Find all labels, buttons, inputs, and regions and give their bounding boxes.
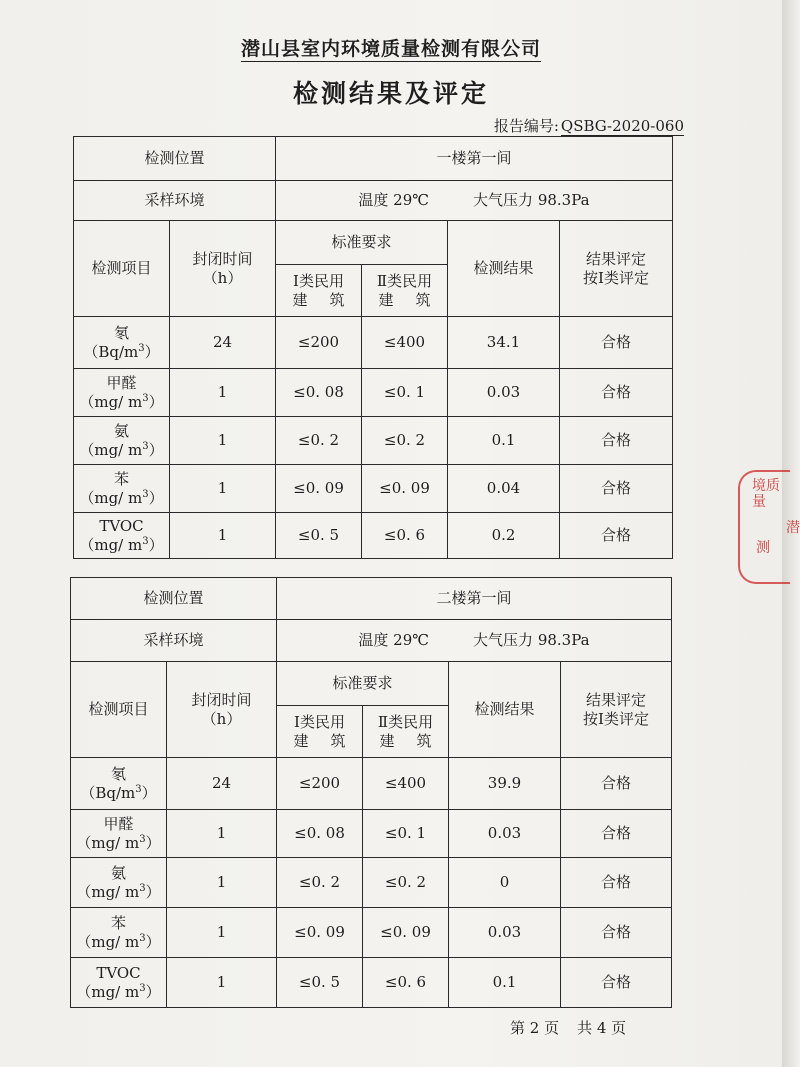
class2-limit: ≤0. 09 — [363, 908, 449, 958]
closed-hours: 1 — [170, 513, 276, 559]
item-name: 氨 （mg/ $m^3$） — [74, 417, 170, 465]
closed-hours: 1 — [170, 465, 276, 513]
table-row — [71, 908, 672, 958]
evaluation-value: 合格 — [560, 417, 673, 465]
class1-limit: ≤200 — [277, 758, 363, 810]
class1-limit: ≤0. 08 — [276, 369, 362, 417]
page-number — [510, 1017, 644, 1038]
standard-header: 标准要求 — [276, 221, 448, 265]
item-name: 苯 （mg/ $m^3$） — [71, 908, 167, 958]
environment-label: 采样环境 — [74, 181, 276, 221]
environment-label: 采样环境 — [71, 620, 277, 662]
item-name: 甲醛 （mg/ $m^3$） — [71, 810, 167, 858]
class2-limit: ≤0. 1 — [362, 369, 448, 417]
result-value: 34.1 — [448, 317, 560, 369]
closed-hours: 24 — [170, 317, 276, 369]
standard-header: 标准要求 — [277, 662, 449, 706]
closed-time-header: 封闭时间 （h） — [170, 221, 276, 317]
report-number-value: QSBG-2020-060 — [560, 117, 684, 135]
table-row — [74, 513, 673, 559]
evaluation-value: 合格 — [560, 317, 673, 369]
table-row — [74, 417, 673, 465]
location-label: 检测位置 — [71, 578, 277, 620]
class2-limit: ≤400 — [362, 317, 448, 369]
class2-header: Ⅱ类民用 建 筑 — [362, 265, 448, 317]
stamp-text-c: 潜 — [786, 520, 800, 536]
report-number: 报告编号: QSBG-2020-060 — [493, 117, 684, 135]
class2-limit: ≤0. 1 — [363, 810, 449, 858]
item-name: TVOC （mg/ $m^3$） — [71, 958, 167, 1008]
result-value: 39.9 — [449, 758, 561, 810]
result-table-1 — [73, 136, 673, 559]
table-row — [71, 958, 672, 1008]
class2-limit: ≤0. 6 — [363, 958, 449, 1008]
stamp-text-a: 境质量 — [752, 478, 780, 511]
table-row — [74, 465, 673, 513]
item-name: TVOC （mg/ $m^3$） — [74, 513, 170, 559]
closed-time-header: 封闭时间 （h） — [167, 662, 277, 758]
location-value: 二楼第一间 — [277, 578, 672, 620]
class2-limit: ≤0. 2 — [362, 417, 448, 465]
closed-hours: 1 — [167, 858, 277, 908]
evaluation-value: 合格 — [561, 858, 672, 908]
class2-header: Ⅱ类民用 建 筑 — [363, 706, 449, 758]
item-name: 氡 $(Bq/m^3)$ — [71, 758, 167, 810]
evaluation-header: 结果评定 按Ⅰ类评定 — [561, 662, 672, 758]
item-name: 氡 $(Bq/m^3)$ — [74, 317, 170, 369]
class2-limit: ≤0. 2 — [363, 858, 449, 908]
table-row — [71, 810, 672, 858]
evaluation-header: 结果评定 按Ⅰ类评定 — [560, 221, 673, 317]
table-row — [74, 369, 673, 417]
result-value: 0.03 — [448, 369, 560, 417]
class1-limit: ≤0. 2 — [276, 417, 362, 465]
result-value: 0.2 — [448, 513, 560, 559]
table-row — [71, 758, 672, 810]
table-row — [71, 858, 672, 908]
result-value: 0.03 — [449, 908, 561, 958]
class2-limit: ≤400 — [363, 758, 449, 810]
closed-hours: 1 — [170, 369, 276, 417]
result-value: 0 — [449, 858, 561, 908]
evaluation-value: 合格 — [560, 513, 673, 559]
class2-limit: ≤0. 09 — [362, 465, 448, 513]
page-total: 共 4 页 — [577, 1019, 627, 1037]
result-header: 检测结果 — [449, 662, 561, 758]
class1-limit: ≤0. 09 — [276, 465, 362, 513]
closed-hours: 1 — [167, 958, 277, 1008]
class1-limit: ≤0. 5 — [277, 958, 363, 1008]
class1-limit: ≤0. 5 — [276, 513, 362, 559]
closed-hours: 1 — [170, 417, 276, 465]
evaluation-value: 合格 — [560, 465, 673, 513]
class1-limit: ≤0. 2 — [277, 858, 363, 908]
item-header: 检测项目 — [71, 662, 167, 758]
item-name: 甲醛 （mg/ $m^3$） — [74, 369, 170, 417]
class2-limit: ≤0. 6 — [362, 513, 448, 559]
document-title: 检测结果及评定 — [292, 79, 489, 108]
evaluation-value: 合格 — [561, 810, 672, 858]
item-name: 苯 （mg/ $m^3$） — [74, 465, 170, 513]
company-name: 潜山县室内环境质量检测有限公司 — [240, 38, 541, 60]
environment-value: 温度 29℃ 大气压力 98.3Pa — [276, 181, 673, 221]
class1-limit: ≤200 — [276, 317, 362, 369]
class1-header: Ⅰ类民用 建 筑 — [277, 706, 363, 758]
stamp-text-b: 测 — [756, 540, 770, 556]
class1-header: Ⅰ类民用 建 筑 — [276, 265, 362, 317]
closed-hours: 1 — [167, 908, 277, 958]
result-table-2 — [70, 577, 672, 1008]
result-value: 0.1 — [448, 417, 560, 465]
result-value: 0.1 — [449, 958, 561, 1008]
closed-hours: 1 — [167, 810, 277, 858]
result-value: 0.03 — [449, 810, 561, 858]
item-header: 检测项目 — [74, 221, 170, 317]
location-label: 检测位置 — [74, 137, 276, 181]
environment-value: 温度 29℃ 大气压力 98.3Pa — [277, 620, 672, 662]
page-current: 第 2 页 — [510, 1019, 560, 1037]
class1-limit: ≤0. 09 — [277, 908, 363, 958]
result-header: 检测结果 — [448, 221, 560, 317]
evaluation-value: 合格 — [561, 908, 672, 958]
location-value: 一楼第一间 — [276, 137, 673, 181]
evaluation-value: 合格 — [561, 958, 672, 1008]
evaluation-value: 合格 — [561, 758, 672, 810]
class1-limit: ≤0. 08 — [277, 810, 363, 858]
evaluation-value: 合格 — [560, 369, 673, 417]
item-name: 氨 （mg/ $m^3$） — [71, 858, 167, 908]
table-row — [74, 317, 673, 369]
closed-hours: 24 — [167, 758, 277, 810]
result-value: 0.04 — [448, 465, 560, 513]
